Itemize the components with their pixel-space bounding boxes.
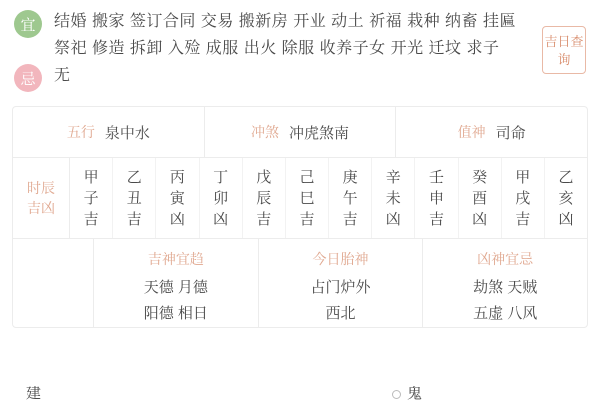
chongsha-label: 冲煞 — [251, 124, 279, 140]
shen-text-line: 劫煞 天贼 — [473, 279, 538, 296]
chongsha-value: 冲虎煞南 — [289, 124, 350, 142]
lucky-day-search-button[interactable]: 吉日查询 — [542, 26, 586, 74]
chongsha-cell — [205, 107, 397, 157]
xiongshen-column — [423, 239, 587, 327]
hour-luck: 凶 — [558, 211, 574, 228]
wuxing-label: 五行 — [66, 124, 95, 140]
hour-luck: 吉 — [83, 211, 99, 228]
zhishen-value: 司命 — [495, 124, 526, 142]
hour-zhi: 子 — [83, 190, 99, 207]
hour-zhi: 巳 — [299, 190, 315, 207]
hour-zhi: 申 — [428, 190, 444, 207]
hour-gan: 丙 — [169, 169, 185, 186]
hour-column[interactable] — [459, 158, 502, 238]
hour-luck: 凶 — [385, 211, 401, 228]
bottom-right-text — [392, 386, 422, 400]
hour-column[interactable] — [415, 158, 458, 238]
wuxing-value: 泉中水 — [104, 124, 150, 142]
hour-zhi: 卯 — [213, 190, 229, 207]
hour-gan: 癸 — [472, 169, 488, 186]
zhishen-label: 值神 — [457, 124, 486, 140]
hour-column[interactable] — [545, 158, 587, 238]
shen-text-line: 天德 月德 — [143, 279, 208, 296]
hour-gan: 壬 — [428, 169, 444, 186]
hour-zhi: 亥 — [558, 190, 574, 207]
hour-gan: 甲 — [515, 169, 531, 186]
hour-luck: 吉 — [342, 211, 358, 228]
hour-luck: 吉 — [126, 211, 142, 228]
hour-column[interactable] — [70, 158, 113, 238]
hour-zhi: 丑 — [126, 190, 142, 207]
almanac-detail-card — [12, 106, 588, 328]
hour-gan: 己 — [299, 169, 315, 186]
hour-column[interactable] — [156, 158, 199, 238]
hour-zhi: 戌 — [515, 190, 531, 207]
taishen-title: 今日胎神 — [312, 251, 369, 267]
hour-column[interactable] — [329, 158, 372, 238]
jishen-text — [144, 275, 208, 327]
hour-gan: 戊 — [256, 169, 272, 186]
bottom-right-label: 鬼 — [407, 386, 423, 400]
hour-column[interactable] — [502, 158, 545, 238]
hour-luck: 凶 — [472, 211, 488, 228]
xiongshen-text — [473, 275, 537, 327]
hour-zhi: 酉 — [472, 190, 488, 207]
hour-column[interactable] — [200, 158, 243, 238]
bottom-partial-row — [12, 386, 588, 400]
hour-column[interactable] — [113, 158, 156, 238]
bottom-left-text: 建 — [26, 386, 42, 400]
hour-luck: 吉 — [256, 211, 272, 228]
hour-luck-label-line2: 吉凶 — [27, 200, 55, 216]
hour-zhi: 午 — [342, 190, 358, 207]
hour-column[interactable] — [372, 158, 415, 238]
shen-text-line: 五虚 八风 — [473, 305, 538, 322]
hour-gan: 乙 — [126, 169, 142, 186]
hour-column[interactable] — [243, 158, 286, 238]
yi-row — [0, 8, 600, 62]
hour-gan: 辛 — [385, 169, 401, 186]
hour-luck-label — [13, 158, 70, 238]
shen-section — [13, 239, 587, 327]
hour-columns — [70, 158, 587, 238]
attribute-row — [13, 107, 587, 158]
xiongshen-title: 凶神宜忌 — [477, 251, 534, 267]
hour-gan: 庚 — [342, 169, 358, 186]
hour-luck: 吉 — [299, 211, 315, 228]
hour-zhi: 未 — [385, 190, 401, 207]
hour-luck: 凶 — [169, 211, 185, 228]
jishen-title: 吉神宜趋 — [147, 251, 204, 267]
hour-luck: 吉 — [428, 211, 444, 228]
hour-gan: 甲 — [83, 169, 99, 186]
shen-text-line: 占门炉外 — [310, 279, 371, 296]
zhishen-cell — [396, 107, 587, 157]
taishen-text — [311, 275, 371, 327]
jishen-column — [94, 239, 259, 327]
ji-text: 无 — [54, 67, 71, 84]
hour-luck-table — [13, 158, 587, 239]
circle-icon — [392, 390, 401, 399]
ji-badge: 忌 — [14, 64, 42, 92]
hour-luck: 凶 — [213, 211, 229, 228]
hour-column[interactable] — [286, 158, 329, 238]
hour-zhi: 辰 — [256, 190, 272, 207]
hour-luck: 吉 — [515, 211, 531, 228]
hour-zhi: 寅 — [169, 190, 185, 207]
hour-gan: 丁 — [213, 169, 229, 186]
wuxing-cell — [13, 107, 205, 157]
yi-text: 结婚 搬家 签订合同 交易 搬新房 开业 动土 祈福 栽种 纳畜 挂匾 祭祀 修造 拆卸 入殓 成服 出火 除服 收养子女 开光 迁坟 求子 — [54, 13, 516, 57]
shen-text-line: 西北 — [325, 305, 356, 322]
shen-text-line: 阳德 相日 — [143, 305, 208, 322]
taishen-column — [259, 239, 424, 327]
hour-luck-label-line1: 时辰 — [27, 180, 55, 196]
hour-gan: 乙 — [558, 169, 574, 186]
yi-badge: 宜 — [14, 10, 42, 38]
shen-spacer-left — [13, 239, 94, 327]
yiji-section — [0, 0, 600, 96]
ji-row — [0, 62, 600, 92]
